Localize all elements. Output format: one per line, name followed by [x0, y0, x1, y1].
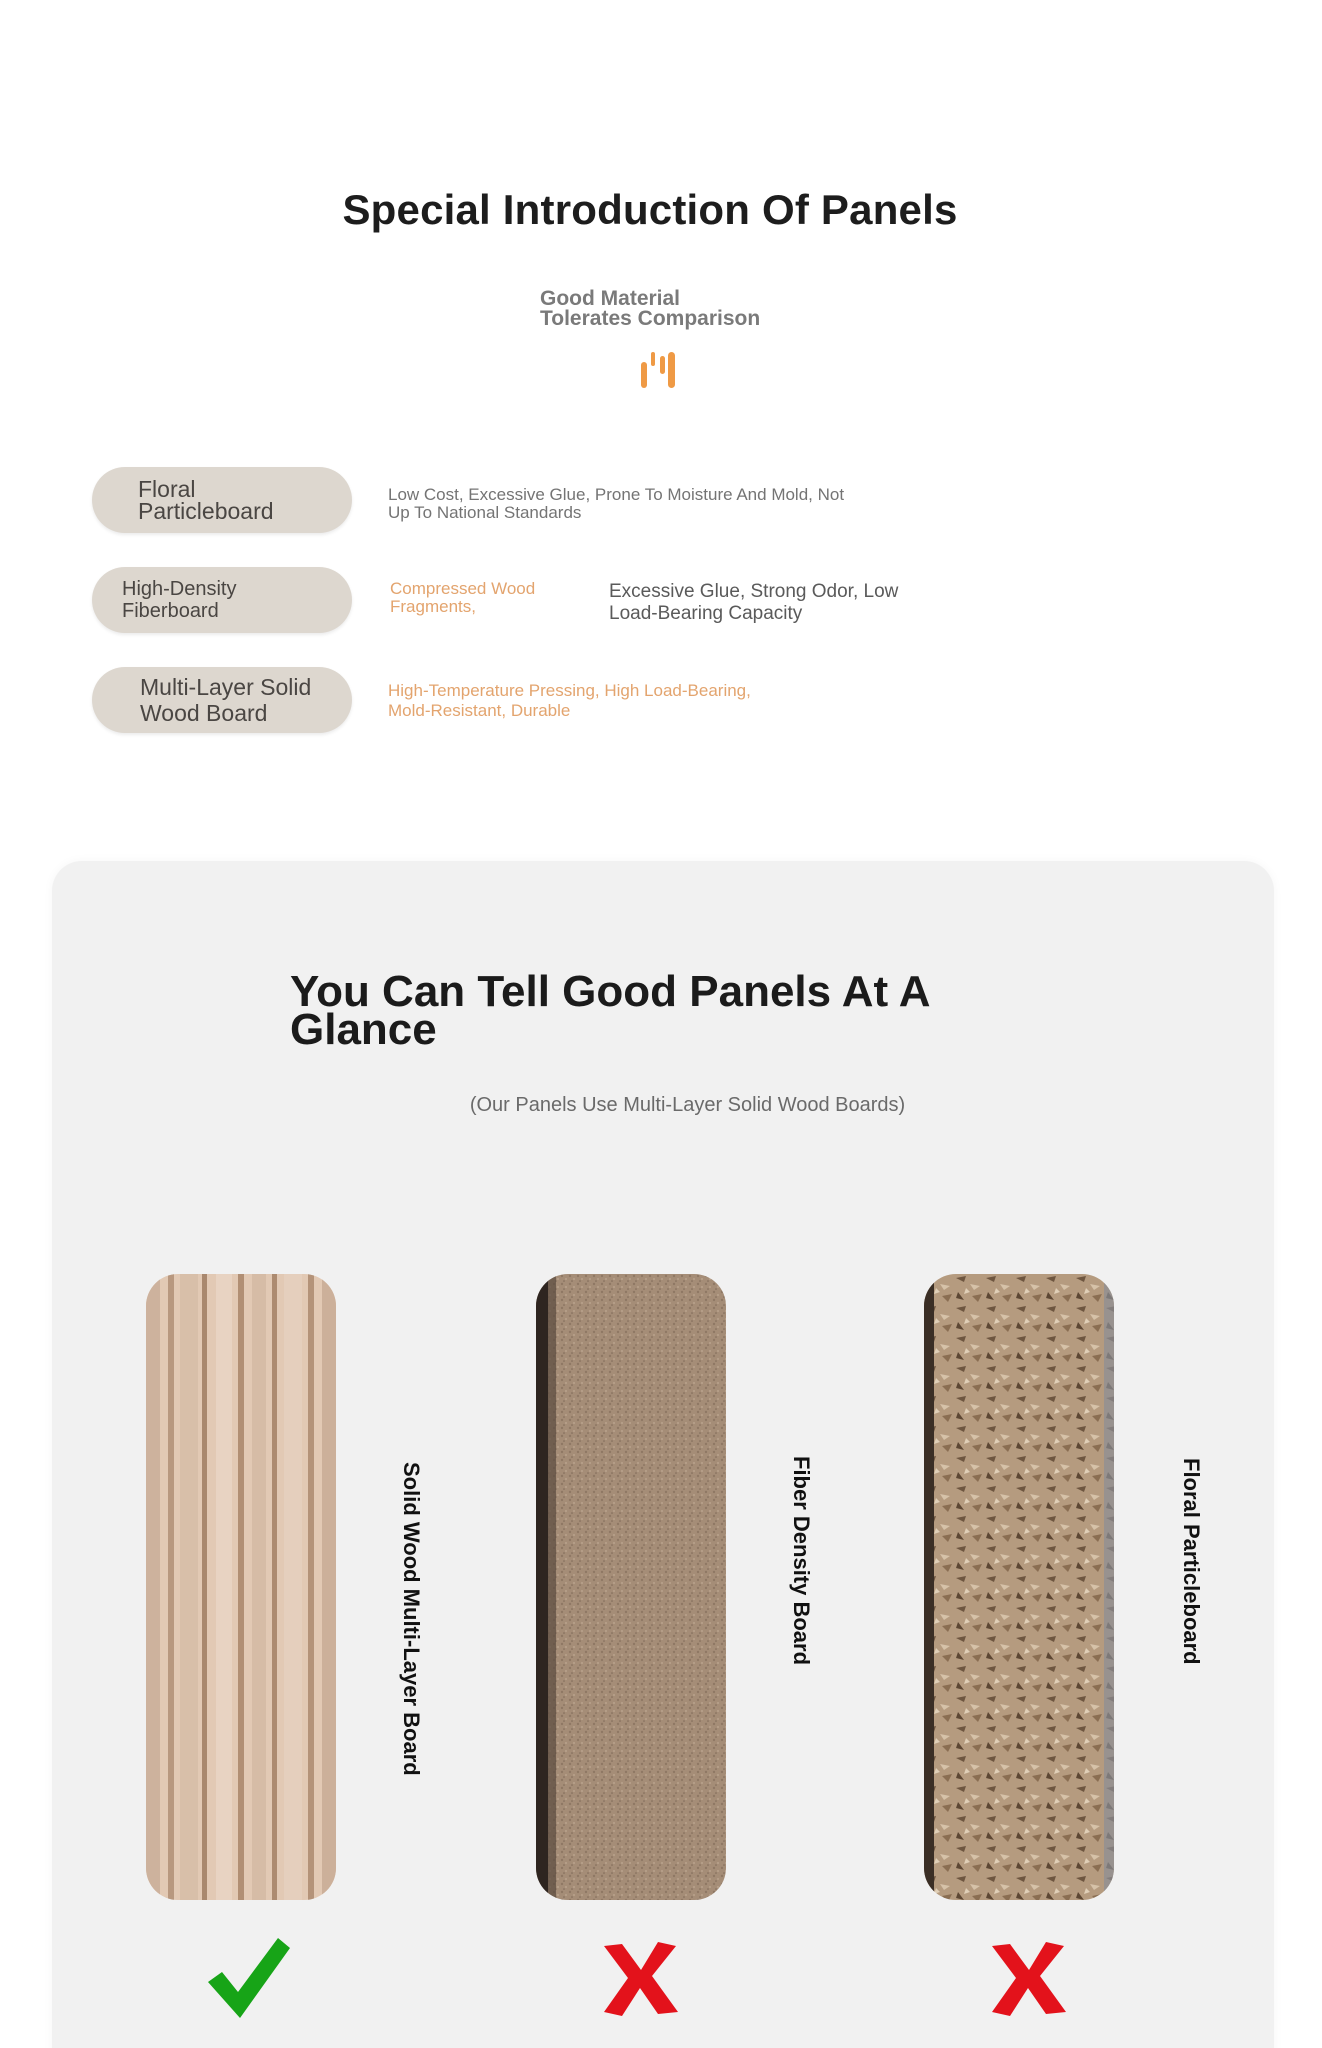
decorative-bars-icon: [640, 350, 676, 390]
pill-label-line-2: Wood Board: [140, 700, 268, 726]
multilayer-board-sample-image: [146, 1274, 336, 1900]
glance-title: [290, 967, 1010, 1054]
board-label-particleboard: Floral Particleboard: [1179, 1458, 1204, 1665]
pill-label-line-1: High-Density: [122, 578, 237, 600]
page-title: Special Introduction Of Panels: [342, 186, 958, 233]
board-type-pill-particleboard: [92, 467, 352, 533]
pill-label-line-2: Fiberboard: [122, 600, 219, 622]
particleboard-description: [388, 486, 844, 522]
desc-line-2: Mold-Resistant, Durable: [388, 701, 571, 720]
subtitle-line-1: Good Material: [540, 287, 681, 310]
desc-line-1: Compressed Wood: [390, 579, 536, 598]
glance-note: (Our Panels Use Multi-Layer Solid Wood Boards): [469, 1094, 906, 1116]
board-type-pill-fiberboard: [92, 567, 352, 633]
fiberboard-sample-image: [536, 1274, 726, 1900]
pill-label-line-1: Multi-Layer Solid: [140, 674, 312, 700]
fiberboard-description: [609, 581, 898, 625]
desc-line-2: Load-Bearing Capacity: [609, 603, 803, 624]
desc-line-1: High-Temperature Pressing, High Load-Bearing,: [388, 681, 751, 700]
glance-title-line-2: Glance: [290, 1005, 437, 1054]
x-icon: [984, 1932, 1074, 2022]
board-type-pill-multilayer: [92, 667, 352, 733]
desc-line-2: Up To National Standards: [388, 503, 582, 522]
desc-line-1: Excessive Glue, Strong Odor, Low: [609, 581, 899, 602]
glance-title-line-1: You Can Tell Good Panels At A: [290, 967, 931, 1016]
check-icon: [202, 1932, 292, 2022]
particleboard-sample-image: [924, 1274, 1114, 1900]
subtitle-line-2: Tolerates Comparison: [540, 307, 761, 330]
board-label-multilayer: Solid Wood Multi-Layer Board: [399, 1462, 424, 1776]
subtitle: [540, 289, 840, 329]
desc-line-2: Fragments,: [390, 597, 476, 616]
multilayer-description: [388, 681, 751, 721]
pill-label-line-1: Floral: [138, 476, 196, 502]
desc-line-1: Low Cost, Excessive Glue, Prone To Moisture And Mold, Not: [388, 485, 845, 504]
board-label-fiberboard: Fiber Density Board: [789, 1456, 814, 1666]
pill-label-line-2: Particleboard: [138, 498, 274, 524]
x-icon: [596, 1932, 686, 2022]
fiberboard-description-highlight: [390, 580, 535, 616]
